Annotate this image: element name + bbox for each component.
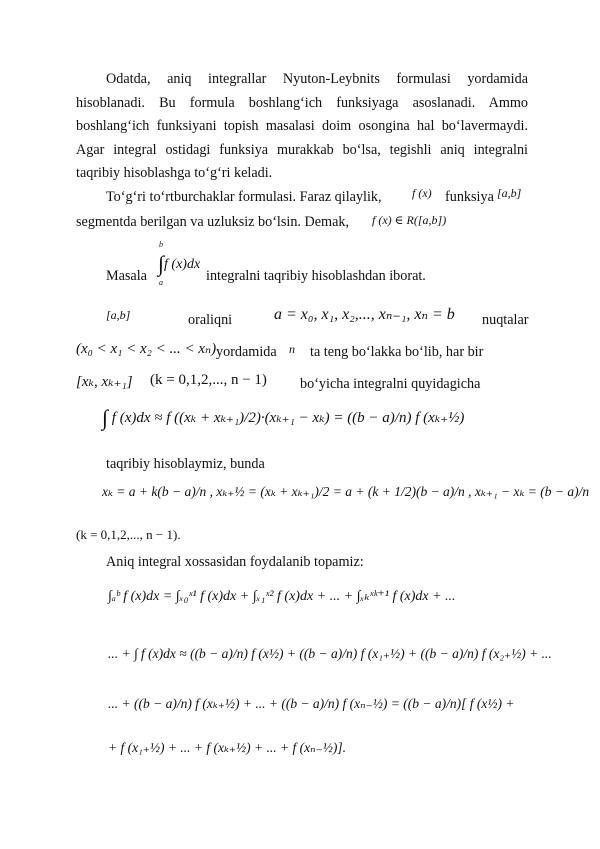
taqribiy-text: taqribiy hisoblaymiz, bunda [106,456,265,472]
paragraph-intro [76,68,528,186]
masala-integral: b ∫f (x)dx a [158,240,201,287]
nuqtalar-text: nuqtalar [482,312,529,328]
ab-interval: [a,b] [106,308,131,322]
formula-midpoint [102,402,464,428]
teng-text: ta teng bo‘lakka bo‘lib, har bir [310,344,484,360]
formula-nodes: xₖ = a + k(b − a)/n , xₖ₊½ = (xₖ + xₖ₊₁)/2 = a + (k + 1/2)(b − a)/n , xₖ₊₁ − xₖ = (b − a)/n [102,484,590,499]
text-funksiya: funksiya [445,189,494,205]
k-range-2: (k = 0,1,2,..., n − 1). [76,527,181,542]
paragraph-rect-line1 [106,189,382,206]
boyicha-text: bo‘yicha integralni quyidagicha [300,376,481,392]
formula-approx-3: + f (x₁₊½) + ... + f (xₖ₊½) + ... + f (xₙ₋½)]. [108,740,346,755]
oraliqni-text: oraliqni [188,312,233,328]
interval-k: [xₖ, xₖ₊₁] [76,374,133,390]
paragraph-rect-line2: segmentda berilgan va uzluksiz bo‘lsin. Demak, [76,214,350,230]
formula-approx-2: ... + ((b − a)/n) f (xₖ₊½) + ... + ((b − a)/n) f (xₙ₋½) = ((b − a)/n)[ f (x½) + [108,696,515,711]
masala-label: Masala [106,268,147,284]
n-symbol: n [289,342,295,356]
paragraph-intro-text: Odatda, aniq integrallar Nyuton-Leybnits formulasi yordamida hisoblanadi. Bu formula boshlang‘ich funksiyaga asoslanadi. Ammo boshlang‘ich funksiyani topish masalasi doim osongina hal bo‘lavermaydi. Agar integral ostidagi funksiya murakkab bo‘lsa, tegishli aniq integralni taqribiy hisoblashga to‘g‘ri keladi. [76,71,528,182]
ab-symbol: [a,b] [497,186,522,200]
k-range: (k = 0,1,2,..., n − 1) [150,372,267,388]
formula-sum-integrals: ∫ₐᵇ f (x)dx = ∫ₓ₀ˣ¹ f (x)dx + ∫ₓ₁ˣ² f (x)dx + ... + ∫ₓₖˣᵏ⁺¹ f (x)dx + ... [108,589,456,604]
fx-in-R: f (x) ∈ R([a,b]) [372,213,447,227]
integral-sign: ∫ [102,405,109,430]
masala-tail: integralni taqribiy hisoblashdan iborat. [206,268,426,284]
formula-midpoint-text: f (x)dx ≈ f ((xₖ + xₖ₊₁)/2)·(xₖ₊₁ − xₖ) = ((b − a)/n) f (xₖ₊½) [111,410,465,426]
yordamida-text: yordamida [216,344,277,360]
integrand: f (x)dx [164,257,201,272]
points-formula: a = x₀, x₁, x₂,..., xₙ₋₁, xₙ = b [274,306,455,323]
fx-symbol: f (x) [412,186,432,200]
formula-approx-1: ... + ∫ f (x)dx ≈ ((b − a)/n) f (x½) + ((b − a)/n) f (x₁₊½) + ((b − a)/n) f (x₂₊½) + ... [108,646,552,661]
ordering-formula: (x₀ < x₁ < x₂ < ... < xₙ) [76,341,217,357]
text-span: To‘g‘ri to‘rtburchaklar formulasi. Faraz qilaylik, [106,189,382,205]
aniq-text: Aniq integral xossasidan foydalanib topamiz: [106,554,364,570]
